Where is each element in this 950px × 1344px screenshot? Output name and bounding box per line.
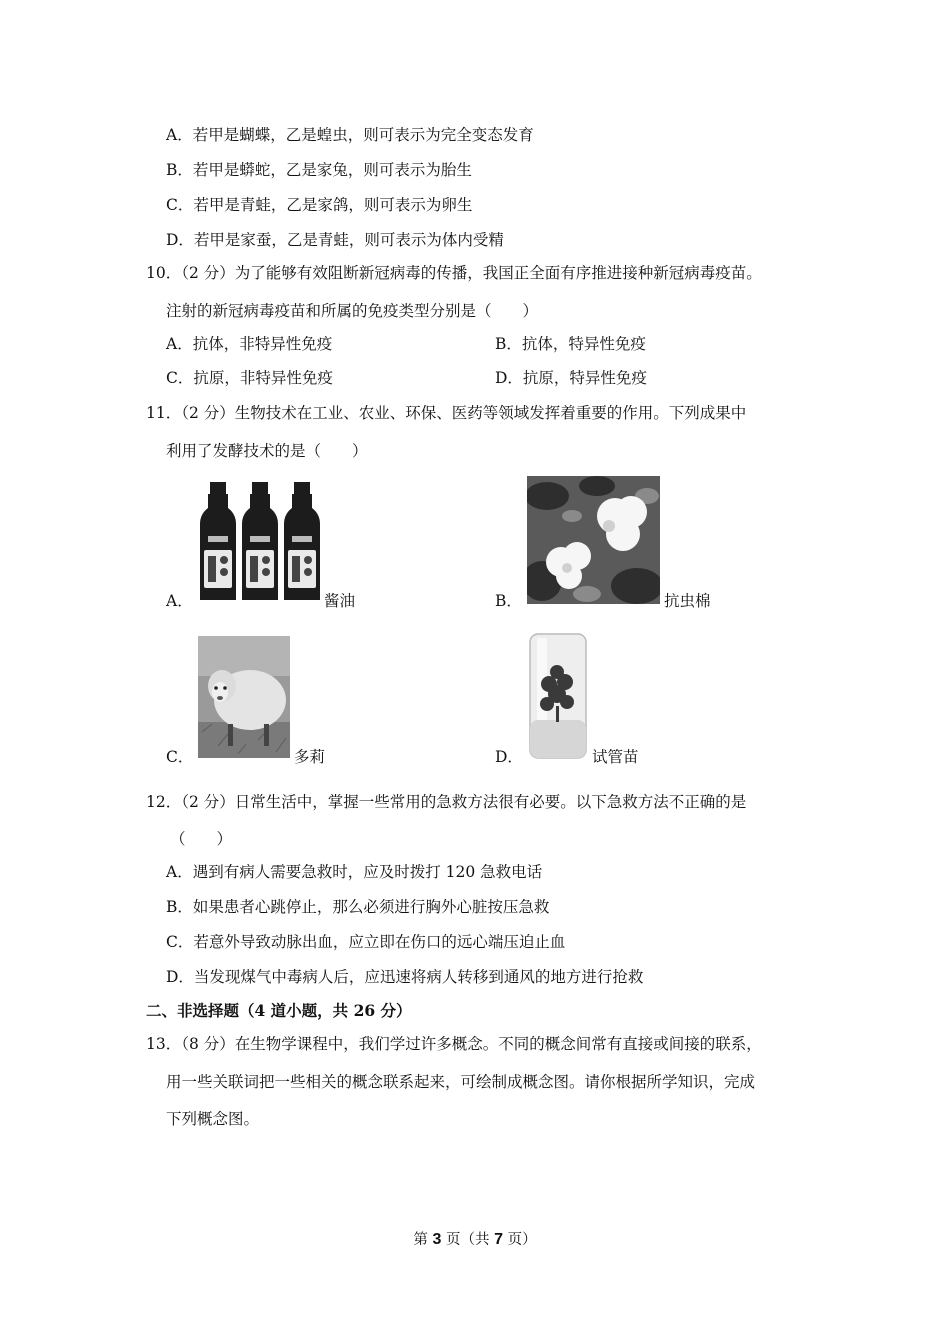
q12-option-d: D．当发现煤气中毒病人后，应迅速将病人转移到通风的地方进行抢救 [166,968,644,986]
q10-option-b: B．抗体，特异性免疫 [495,335,646,353]
q13-stem-line1: 13．（8 分）在生物学课程中，我们学过许多概念。不同的概念间常有直接或间接的联系， [146,1035,762,1053]
footer-mid: 页（共 [441,1232,495,1248]
q10-stem-line2: 注射的新冠病毒疫苗和所属的免疫类型分别是（ ） [166,302,539,320]
page-footer [0,1229,950,1251]
q11-option-c-caption: 多莉 [294,748,326,766]
footer-post: 页） [503,1232,537,1248]
footer-total-pages: 7 [494,1231,504,1248]
q11-option-c-letter: C． [166,748,194,766]
q11-option-a-letter: A． [166,592,193,610]
q12-option-b: B．如果患者心跳停止，那么必须进行胸外心脏按压急救 [166,898,550,916]
q9-option-c: C．若甲是青蛙，乙是家鸽，则可表示为卵生 [166,196,473,214]
footer-pre: 第 [413,1232,433,1248]
q10-option-d: D．抗原，特异性免疫 [495,369,647,387]
q10-option-c: C．抗原，非特异性免疫 [166,369,333,387]
q12-stem-line2: （ ） [170,830,233,848]
q9-option-a: A．若甲是蝴蝶，乙是蝗虫，则可表示为完全变态发育 [166,126,534,144]
q12-stem-line1: 12．（2 分）日常生活中，掌握一些常用的急救方法很有必要。以下急救方法不正确的是 [146,793,747,811]
q9-option-b: B．若甲是蟒蛇，乙是家兔，则可表示为胎生 [166,161,472,179]
q11-option-d-letter: D． [495,748,523,766]
q13-stem-line2: 用一些关联词把一些相关的概念联系起来，可绘制成概念图。请你根据所学知识，完成 [166,1073,756,1091]
q11-option-b-caption: 抗虫棉 [664,592,711,610]
q11-option-a-caption: 酱油 [324,592,356,610]
q11-stem-line1: 11．（2 分）生物技术在工业、农业、环保、医药等领域发挥着重要的作用。下列成果中 [146,404,747,422]
q13-stem-line3: 下列概念图。 [166,1110,260,1128]
test-tube-plantlet-image [527,632,589,760]
footer-page-number: 3 [432,1231,442,1248]
q10-stem-line1: 10．（2 分）为了能够有效阻断新冠病毒的传播，我国正全面有序推进接种新冠病毒疫苗。 [146,264,762,282]
q12-option-a: A．遇到有病人需要急救时，应及时拨打 120 急救电话 [166,863,543,881]
dolly-sheep-image [198,636,290,758]
section-heading: 二、非选择题（4 道小题，共 26 分） [146,1001,412,1020]
q10-option-a: A．抗体，非特异性免疫 [166,335,333,353]
q11-stem-line2: 利用了发酵技术的是（ ） [166,442,368,460]
q12-option-c: C．若意外导致动脉出血，应立即在伤口的远心端压迫止血 [166,933,566,951]
q11-option-d-caption: 试管苗 [592,748,639,766]
soy-sauce-image [198,480,322,604]
q9-option-d: D．若甲是家蚕，乙是青蛙，则可表示为体内受精 [166,231,504,249]
q11-option-b-letter: B． [495,592,522,610]
cotton-image [527,476,660,604]
